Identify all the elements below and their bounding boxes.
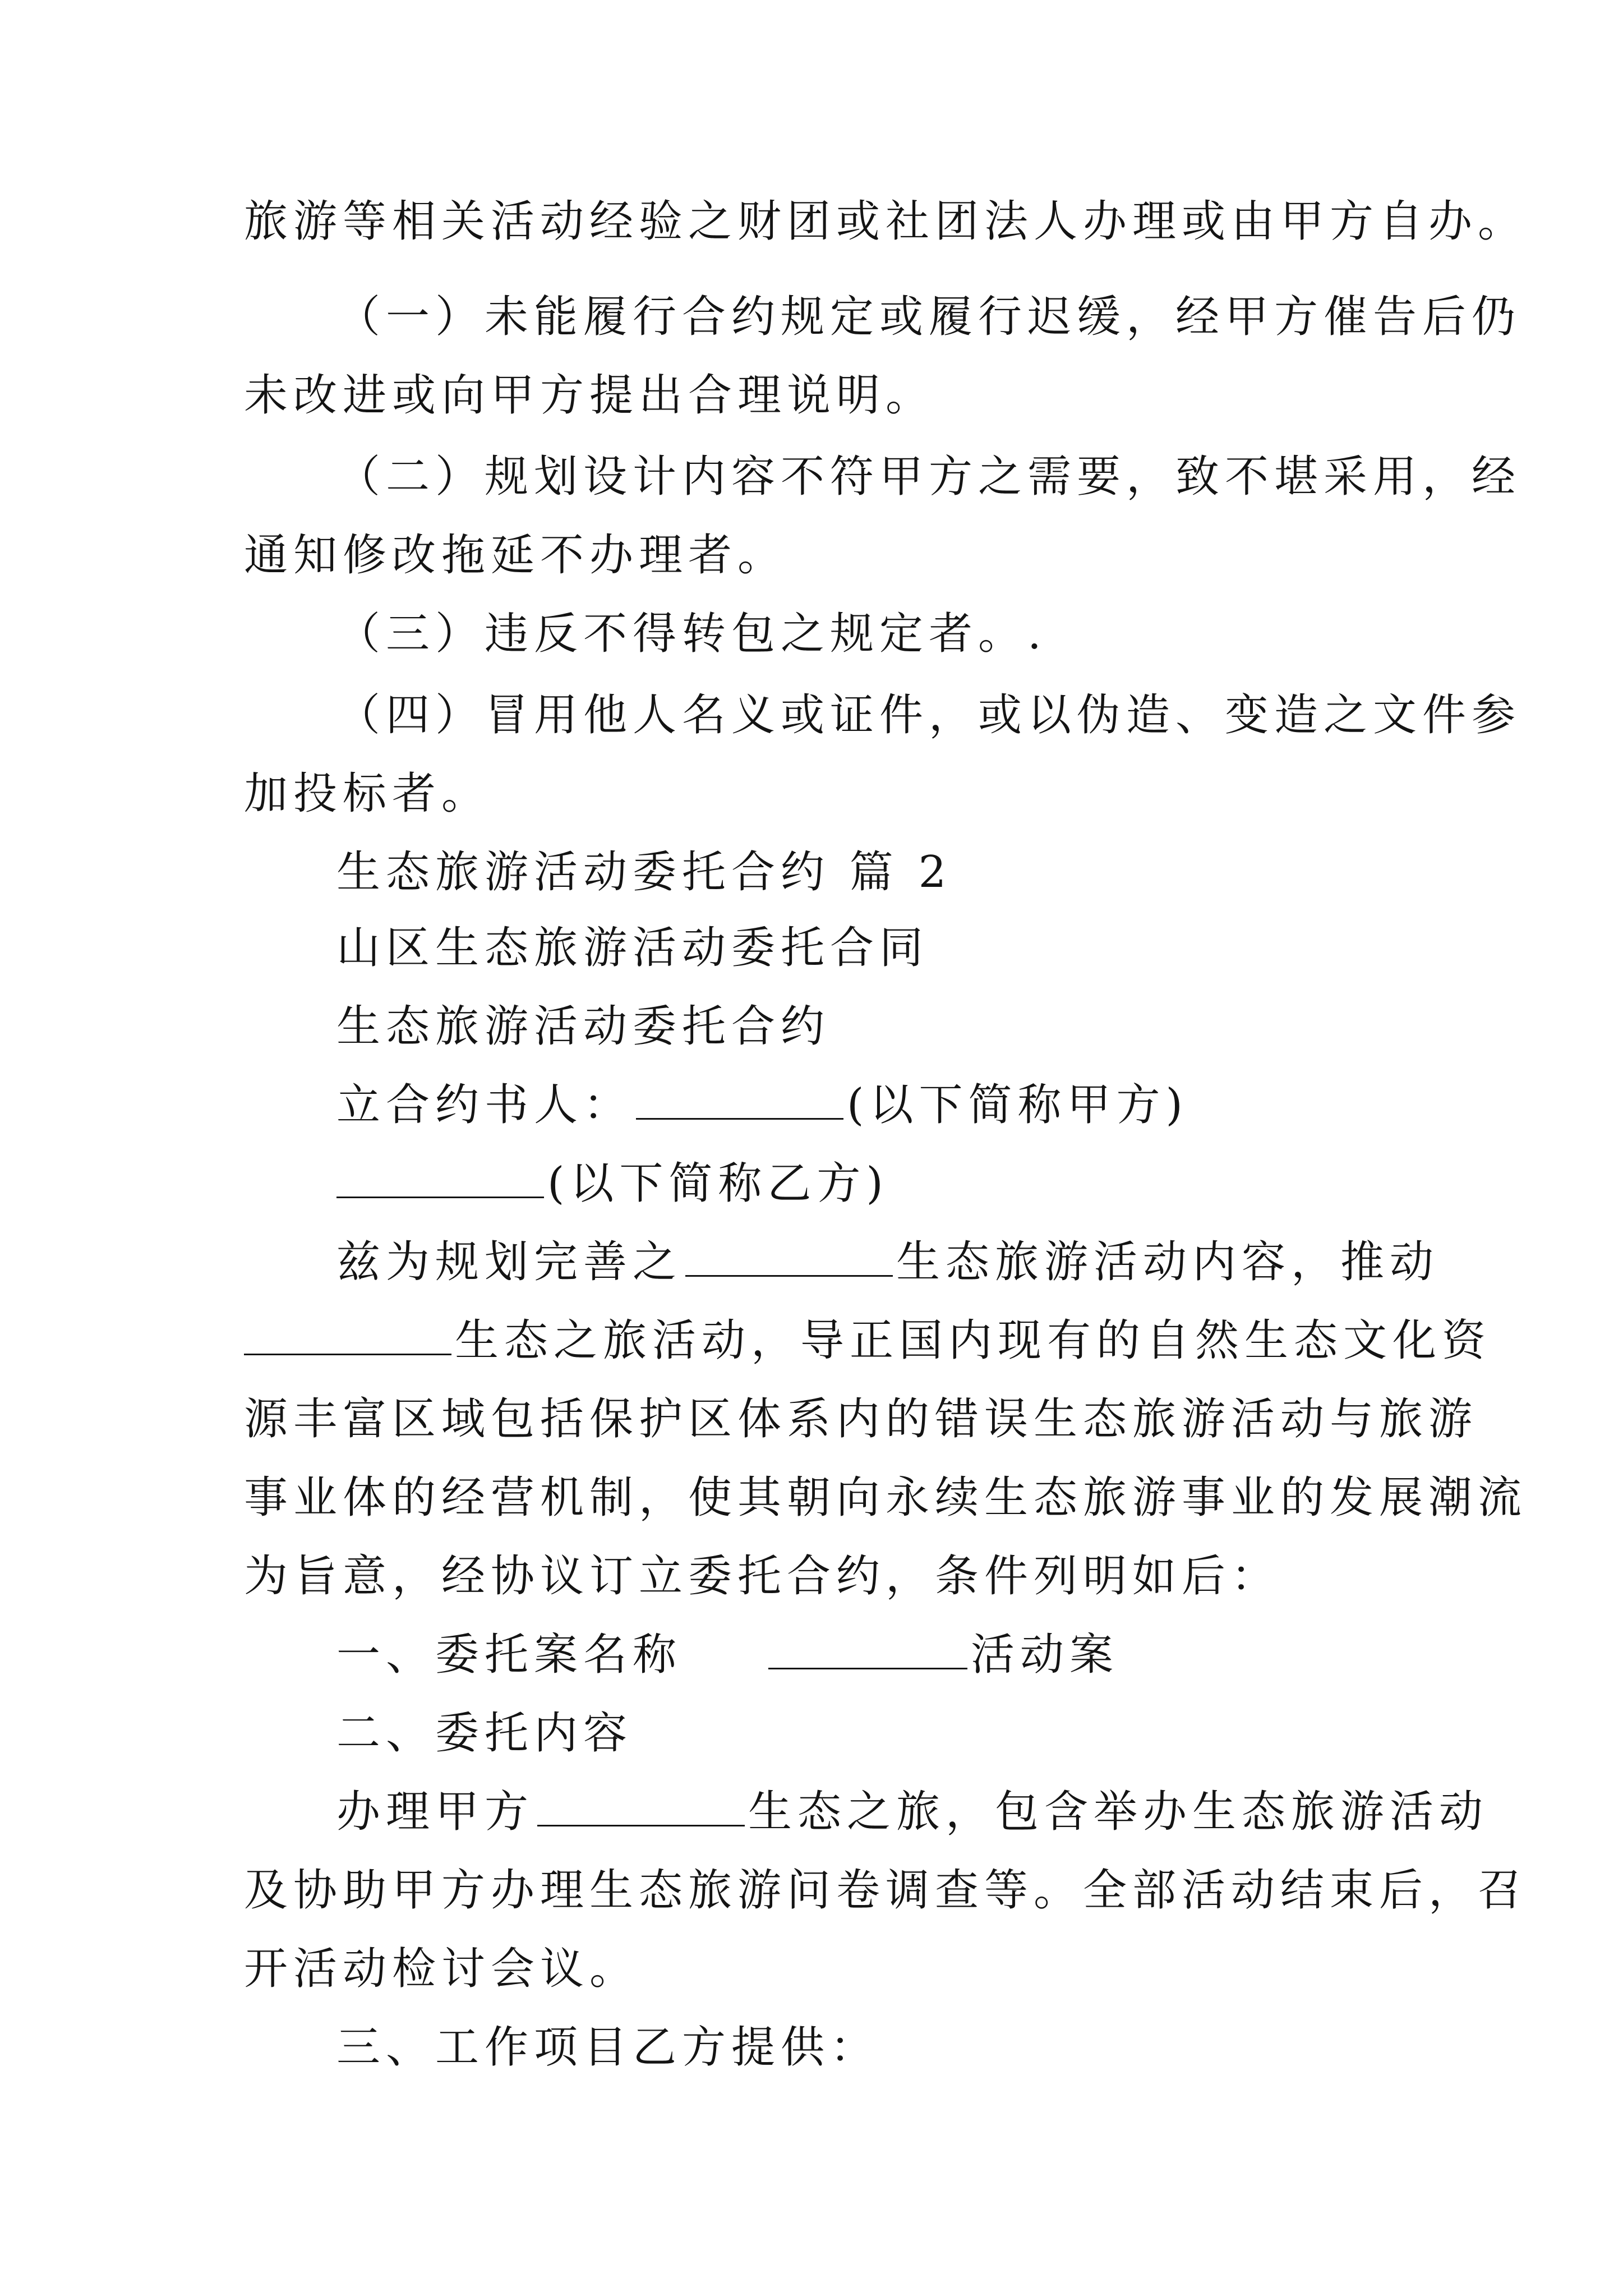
paragraph-line <box>244 527 787 583</box>
text-span: (以下简称乙方) <box>547 1158 889 1209</box>
paragraph-line <box>768 1627 1119 1683</box>
paragraph-line <box>336 606 1047 662</box>
text-span: 生态之旅活动，导正国内现有的自然生态文化资 <box>455 1315 1492 1366</box>
fill-in-blank <box>636 1079 843 1120</box>
text-span: 源丰富区域包括保护区体系内的错误生态旅游活动与旅游 <box>244 1394 1478 1444</box>
text-span: 一、委托案名称 <box>336 1630 683 1680</box>
text-span: 开活动检讨会议。 <box>244 1944 639 1994</box>
text-span: (以下简称甲方) <box>847 1080 1188 1130</box>
paragraph-line <box>244 1470 1527 1526</box>
text-span: 活动案 <box>971 1630 1119 1680</box>
paragraph-line <box>244 1548 1280 1604</box>
fill-in-blank <box>537 1786 745 1826</box>
text-span: 及协助甲方办理生态旅游问卷调查等。全部活动结束后，召 <box>244 1865 1528 1916</box>
text-span: 生态旅游活动委托合约 篇 2 <box>336 847 952 898</box>
text-span: 旅游等相关活动经验之财团或社团法人办理或由甲方自办。 <box>244 196 1528 247</box>
text-span: （二）规划设计内容不符甲方之需要，致不堪采用，经 <box>336 452 1521 502</box>
text-span: （一）未能履行合约规定或履行迟缓，经甲方催告后仍 <box>336 292 1521 342</box>
paragraph-line <box>336 2019 879 2076</box>
text-span: 生态旅游活动内容，推动 <box>896 1237 1440 1287</box>
text-span: 立合约书人： <box>336 1080 633 1130</box>
paragraph-line <box>244 1941 639 1997</box>
text-span: 生态旅游活动委托合约 <box>336 1001 831 1052</box>
paragraph-line <box>244 766 491 822</box>
paragraph-line <box>336 1234 1439 1290</box>
paragraph-line <box>244 1313 1491 1369</box>
text-span: （四）冒用他人名义或证件，或以伪造、变造之文件参 <box>336 690 1521 740</box>
fill-in-blank <box>685 1236 893 1277</box>
text-span: 加投标者。 <box>244 769 491 819</box>
paragraph-line <box>336 289 1521 345</box>
text-span: 三、工作项目乙方提供： <box>336 2022 880 2073</box>
text-span: 未改进或向甲方提出合理说明。 <box>244 370 935 421</box>
text-span: 生态之旅，包含举办生态旅游活动 <box>748 1787 1489 1837</box>
text-span: 办理甲方 <box>336 1787 534 1837</box>
text-span: 兹为规划完善之 <box>336 1237 683 1287</box>
paragraph-line <box>336 1156 889 1212</box>
section-heading <box>336 999 830 1055</box>
paragraph-line <box>336 449 1521 505</box>
paragraph-line <box>244 194 1527 250</box>
paragraph-line <box>336 1784 1488 1840</box>
fill-in-blank <box>244 1314 451 1355</box>
text-span: 通知修改拖延不办理者。 <box>244 530 787 581</box>
text-span: 为旨意，经协议订立委托合约，条件列明如后： <box>244 1551 1281 1602</box>
text-span: （三）违反不得转包之规定者。. <box>336 609 1047 659</box>
fill-in-blank <box>768 1628 967 1669</box>
paragraph-line <box>244 1862 1527 1918</box>
text-span: 二、委托内容 <box>336 1708 633 1759</box>
paragraph-line <box>244 1391 1478 1447</box>
paragraph-line <box>336 1627 682 1683</box>
paragraph-line <box>336 1705 633 1761</box>
section-heading <box>336 844 952 900</box>
section-heading <box>336 920 929 976</box>
paragraph-line <box>244 367 935 424</box>
text-span: 山区生态旅游活动委托合同 <box>336 923 929 973</box>
paragraph-line <box>336 687 1521 743</box>
paragraph-line <box>336 1077 1188 1133</box>
text-span: 事业体的经营机制，使其朝向永续生态旅游事业的发展潮流 <box>244 1473 1528 1523</box>
fill-in-blank <box>336 1157 544 1198</box>
